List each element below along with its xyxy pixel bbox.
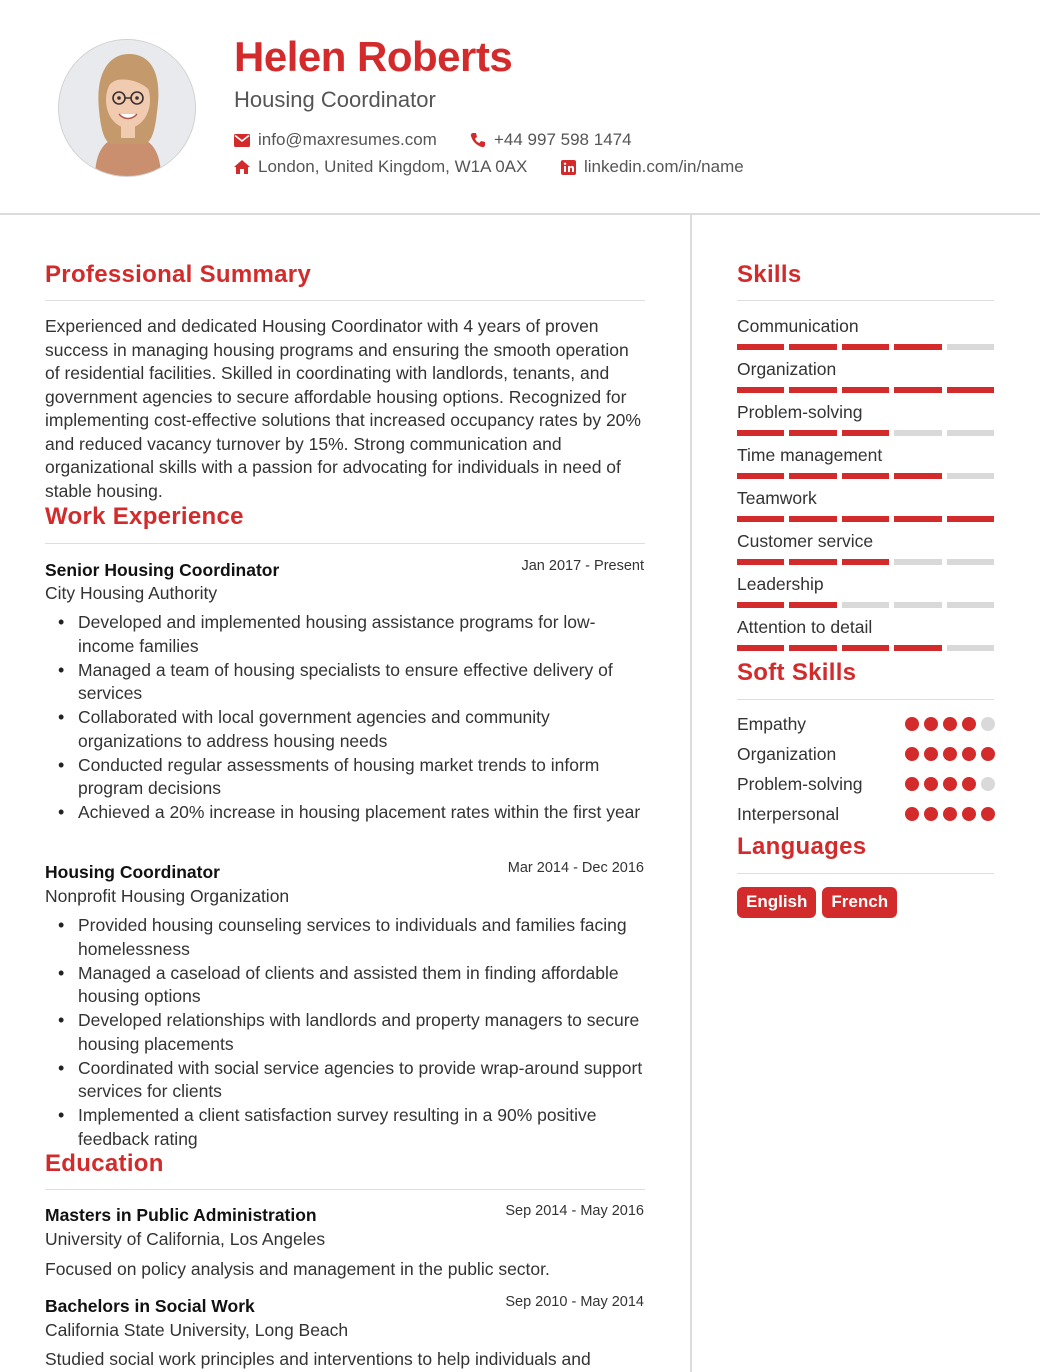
home-icon <box>234 160 250 174</box>
skill-level-segment <box>947 387 994 393</box>
job-bullet: • Coordinated with social service agencies to provide wrap-around support services for clients <box>45 1057 645 1104</box>
skill-level-segment <box>947 559 994 565</box>
degree-title: Masters in Public Administration <box>45 1205 317 1225</box>
soft-skill-label: Organization <box>737 744 837 764</box>
soft-skill-rating <box>905 747 995 761</box>
skill-level-segment <box>842 559 889 565</box>
job-bullets <box>45 914 645 1152</box>
skill-level-segment <box>789 645 836 651</box>
contact-phone[interactable] <box>470 130 632 150</box>
skill-level-segment <box>737 430 784 436</box>
contact-email[interactable] <box>234 130 437 150</box>
language-badge: French <box>822 887 897 918</box>
skill-level-bar <box>737 602 994 608</box>
contact-location <box>234 157 527 177</box>
job-organization: Nonprofit Housing Organization <box>45 886 290 906</box>
skill-label: Leadership <box>737 574 824 594</box>
linkedin-text: linkedin.com/in/name <box>584 157 744 176</box>
job-bullet: • Provided housing counseling services to individuals and families facing homelessness <box>45 914 645 961</box>
skills-rule <box>737 300 994 301</box>
skill-label: Organization <box>737 359 837 379</box>
skill-level-segment <box>842 516 889 522</box>
skill-level-segment <box>894 516 941 522</box>
skill-level-bar <box>737 387 994 393</box>
school-name: University of California, Los Angeles <box>45 1229 326 1249</box>
rating-dot <box>962 717 976 731</box>
job-bullet: • Collaborated with local government agencies and community organizations to address housing needs <box>45 706 645 753</box>
job-organization: City Housing Authority <box>45 583 218 603</box>
soft-skill-rating <box>905 717 995 731</box>
rating-dot <box>981 717 995 731</box>
email-text: info@maxresumes.com <box>258 130 437 149</box>
skill-level-segment <box>947 516 994 522</box>
job-bullet: • Achieved a 20% increase in housing placement rates within the first year <box>45 801 645 825</box>
rating-dot <box>924 747 938 761</box>
skill-level-segment <box>842 645 889 651</box>
experience-rule <box>45 543 645 544</box>
degree-title: Bachelors in Social Work <box>45 1296 255 1316</box>
experience-heading: Work Experience <box>45 503 244 530</box>
job-dates: Mar 2014 - Dec 2016 <box>507 860 644 876</box>
languages-rule <box>737 873 994 874</box>
rating-dot <box>943 717 957 731</box>
school-name: California State University, Long Beach <box>45 1320 349 1340</box>
resume-header <box>0 0 1040 215</box>
skill-level-segment <box>947 473 994 479</box>
summary-rule <box>45 300 645 301</box>
column-divider <box>690 215 692 1372</box>
skill-level-segment <box>789 559 836 565</box>
skill-level-segment <box>894 473 941 479</box>
education-dates: Sep 2014 - May 2016 <box>505 1203 644 1219</box>
soft-skill-label: Interpersonal <box>737 804 840 824</box>
job-bullet: • Managed a caseload of clients and assisted them in finding affordable housing options <box>45 962 645 1009</box>
job-bullet: • Developed relationships with landlords and property managers to secure housing placements <box>45 1009 645 1056</box>
rating-dot <box>981 807 995 821</box>
job-bullet: • Implemented a client satisfaction survey resulting in a 90% positive feedback rating <box>45 1104 645 1151</box>
soft-skill-rating <box>905 807 995 821</box>
skill-level-segment <box>842 430 889 436</box>
skill-level-segment <box>789 602 836 608</box>
soft-skills-rule <box>737 699 994 700</box>
skill-level-segment <box>737 602 784 608</box>
rating-dot <box>943 747 957 761</box>
rating-dot <box>905 777 919 791</box>
skill-level-bar <box>737 559 994 565</box>
skill-level-bar <box>737 516 994 522</box>
envelope-icon <box>234 134 250 147</box>
rating-dot <box>943 777 957 791</box>
job-bullet: • Conducted regular assessments of housing market trends to inform program decisions <box>45 754 645 801</box>
skill-label: Attention to detail <box>737 617 873 637</box>
job-bullet: • Managed a team of housing specialists to ensure effective delivery of services <box>45 659 645 706</box>
rating-dot <box>905 747 919 761</box>
education-description: Studied social work principles and interventions to help individuals and <box>45 1349 591 1369</box>
skill-level-segment <box>789 430 836 436</box>
contact-linkedin[interactable] <box>561 157 744 177</box>
skill-level-segment <box>737 645 784 651</box>
skill-level-segment <box>842 602 889 608</box>
skill-label: Teamwork <box>737 488 817 508</box>
language-badge: English <box>737 887 816 918</box>
skill-level-segment <box>894 559 941 565</box>
skill-level-segment <box>842 344 889 350</box>
skill-label: Communication <box>737 316 859 336</box>
summary-text: Experienced and dedicated Housing Coordinator with 4 years of proven success in managing housing programs and ensuring the smooth operation of residential facilities. Skilled in coordinating with landlords, tenants, and government agencies to secure affordable housing options. Recognized for implementing cost-effective solutions that increased occupancy rates by 20% and reduced vacancy turnover by 15%. Strong communication and organizational skills with a passion for advocating for individuals in need of stable housing. <box>45 316 641 501</box>
soft-skill-label: Problem-solving <box>737 774 863 794</box>
skill-level-segment <box>789 516 836 522</box>
phone-text: +44 997 598 1474 <box>494 130 632 149</box>
skill-level-segment <box>894 645 941 651</box>
education-rule <box>45 1189 645 1190</box>
job-title: Housing Coordinator <box>45 862 220 882</box>
rating-dot <box>924 777 938 791</box>
education-heading: Education <box>45 1150 164 1177</box>
languages-list <box>737 887 897 918</box>
rating-dot <box>905 807 919 821</box>
languages-heading: Languages <box>737 833 867 860</box>
rating-dot <box>924 717 938 731</box>
skill-level-segment <box>737 516 784 522</box>
rating-dot <box>981 747 995 761</box>
soft-skill-label: Empathy <box>737 714 807 734</box>
job-bullets <box>45 611 645 825</box>
skill-level-segment <box>894 387 941 393</box>
skill-level-segment <box>789 344 836 350</box>
skill-level-segment <box>842 473 889 479</box>
skill-level-segment <box>947 344 994 350</box>
skill-level-segment <box>789 387 836 393</box>
skill-level-segment <box>789 473 836 479</box>
summary-heading: Professional Summary <box>45 261 312 288</box>
location-text: London, United Kingdom, W1A 0AX <box>258 157 528 176</box>
rating-dot <box>962 777 976 791</box>
job-dates: Jan 2017 - Present <box>521 558 644 574</box>
skill-level-segment <box>947 430 994 436</box>
rating-dot <box>981 777 995 791</box>
skill-label: Customer service <box>737 531 874 551</box>
skill-level-segment <box>894 430 941 436</box>
job-bullet: • Developed and implemented housing assistance programs for low-income families <box>45 611 645 658</box>
skill-level-segment <box>737 387 784 393</box>
phone-icon <box>470 132 486 148</box>
soft-skill-rating <box>905 777 995 791</box>
rating-dot <box>962 807 976 821</box>
education-description: Focused on policy analysis and management in the public sector. <box>45 1259 550 1279</box>
skills-heading: Skills <box>737 261 802 288</box>
skill-level-segment <box>737 473 784 479</box>
skill-level-bar <box>737 344 994 350</box>
job-title: Senior Housing Coordinator <box>45 560 280 580</box>
rating-dot <box>924 807 938 821</box>
soft-skills-heading: Soft Skills <box>737 659 857 686</box>
profile-photo <box>58 39 196 177</box>
linkedin-icon <box>561 160 576 175</box>
skill-label: Problem-solving <box>737 402 863 422</box>
skill-level-segment <box>894 344 941 350</box>
skill-level-segment <box>737 559 784 565</box>
candidate-name: Helen Roberts <box>234 33 513 80</box>
rating-dot <box>962 747 976 761</box>
skill-level-segment <box>947 645 994 651</box>
candidate-title: Housing Coordinator <box>234 87 436 112</box>
skill-level-segment <box>842 387 889 393</box>
skill-level-bar <box>737 645 994 651</box>
skill-level-segment <box>737 344 784 350</box>
skill-level-bar <box>737 430 994 436</box>
skill-level-segment <box>947 602 994 608</box>
skill-level-segment <box>894 602 941 608</box>
skill-level-bar <box>737 473 994 479</box>
rating-dot <box>905 717 919 731</box>
education-dates: Sep 2010 - May 2014 <box>505 1294 644 1310</box>
skill-label: Time management <box>737 445 883 465</box>
rating-dot <box>943 807 957 821</box>
